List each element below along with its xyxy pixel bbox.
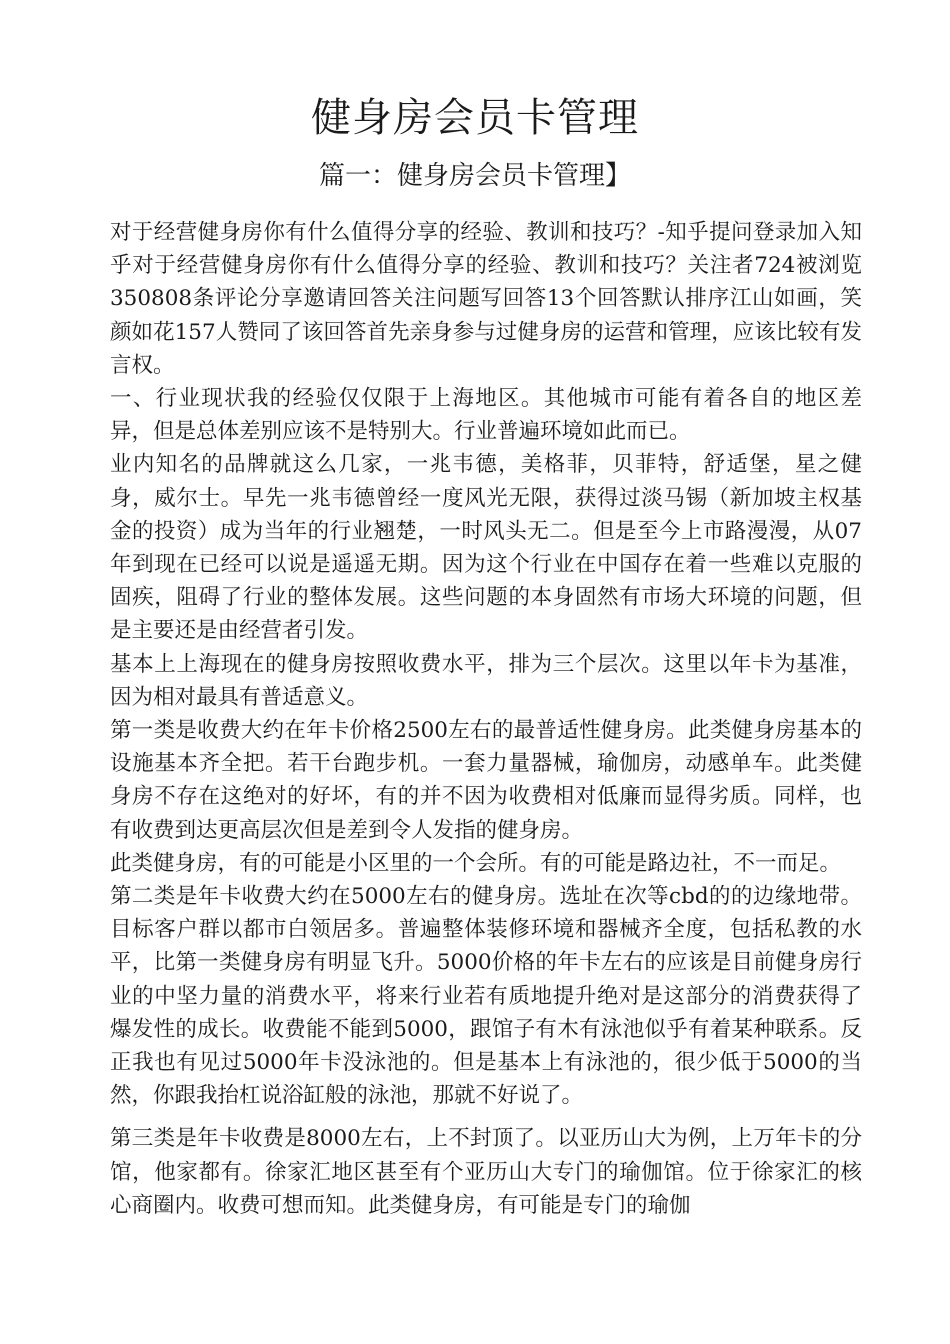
paragraph-industry-status: 一、行业现状我的经验仅仅限于上海地区。其他城市可能有着各自的地区差异，但是总体差别应该不是特别大。行业普遍环境如此而已。 xyxy=(110,386,862,445)
paragraph-tiers: 基本上上海现在的健身房按照收费水平，排为三个层次。这里以年卡为基准，因为相对最具有普适意义。 xyxy=(110,651,862,710)
paragraph-tier-two: 第二类是年卡收费大约在5000左右的健身房。选址在次等cbd的的边缘地带。目标客户群以都市白领居多。普遍整体装修环境和器械齐全度，包括私教的水平，比第一类健身房有明显飞升。5000价格的年卡左右的应该是目前健身房行业的中坚力量的消费水平，将来行业若有质地提升绝对是这部分的消费获得了爆发性的成长。收费能不能到5000，跟馆子有木有泳池似乎有着某种联系。反正我也有见过5000年卡没泳池的。但是基本上有泳池的，很少低于5000的当然，你跟我抬杠说浴缸般的泳池，那就不好说了。 xyxy=(110,884,862,1109)
paragraph-brands: 业内知名的品牌就这么几家，一兆韦德，美格菲，贝菲特，舒适堡，星之健身，威尔士。早先一兆韦德曾经一度风光无限，获得过淡马锡（新加坡主权基金的投资）成为当年的行业翘楚，一时风头无二。但是至今上市路漫漫，从07年到现在已经可以说是遥遥无期。因为这个行业在中国存在着一些难以克服的固疾，阻碍了行业的整体发展。这些问题的本身固然有市场大环境的问题，但是主要还是由经营者引发。 xyxy=(110,452,862,644)
document-title: 健身房会员卡管理 xyxy=(311,95,639,141)
paragraph-intro: 对于经营健身房你有什么值得分享的经验、教训和技巧？-知乎提问登录加入知乎对于经营健身房你有什么值得分享的经验、教训和技巧？关注者724被浏览350808条评论分享邀请回答关注问题写回答13个回答默认排序江山如画，笑颜如花157人赞同了该回答首先亲身参与过健身房的运营和管理，应该比较有发言权。 xyxy=(110,220,862,378)
paragraph-tier-three: 第三类是年卡收费是8000左右，上不封顶了。以亚历山大为例，上万年卡的分馆，他家都有。徐家汇地区甚至有个亚历山大专门的瑜伽馆。位于徐家汇的核心商圈内。收费可想而知。此类健身房，有可能是专门的瑜伽 xyxy=(110,1126,862,1218)
paragraph-tier-one-locations: 此类健身房，有的可能是小区里的一个会所。有的可能是路边社，不一而足。 xyxy=(110,850,842,876)
document-subtitle: 篇一：健身房会员卡管理】 xyxy=(318,161,631,191)
document-body xyxy=(110,216,862,1222)
paragraph-tier-one: 第一类是收费大约在年卡价格2500左右的最普适性健身房。此类健身房基本的设施基本齐全把。若干台跑步机。一套力量器械，瑜伽房，动感单车。此类健身房不存在这绝对的好坏，有的并不因为收费相对低廉而显得劣质。同样，也有收费到达更高层次但是差到令人发指的健身房。 xyxy=(110,718,862,843)
